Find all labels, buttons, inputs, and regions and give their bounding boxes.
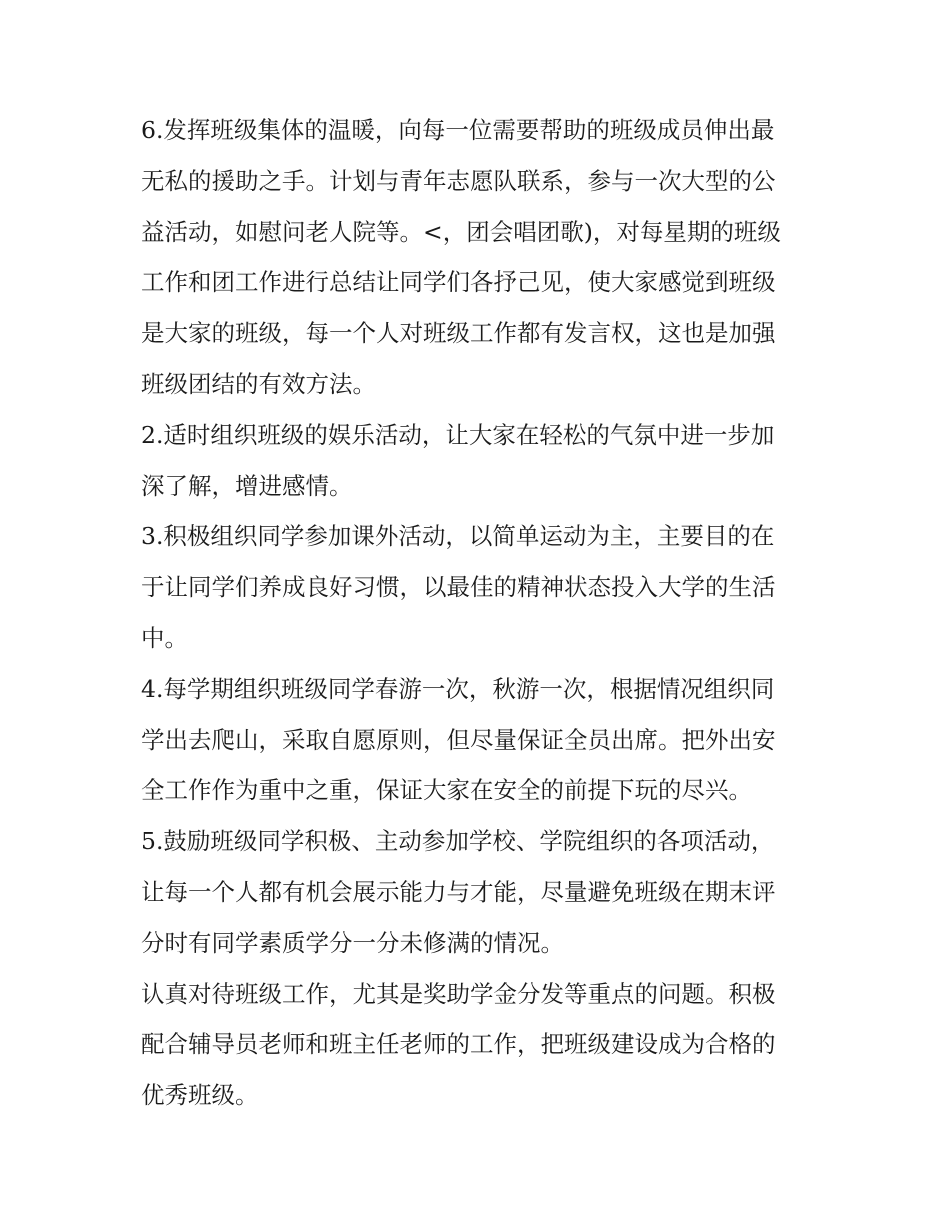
- paragraph-item-4: 4.每学期组织班级同学春游一次，秋游一次，根据情况组织同 学出去爬山，采取自愿原则，但尽量保证全员出席。把外出安 全工作作为重中之重，保证大家在安全的前提下玩的尽兴。: [141, 674, 776, 805]
- document-body: [141, 105, 821, 1121]
- paragraph-item-6: 6.发挥班级集体的温暖，向每一位需要帮助的班级成员伸出最 无私的援助之手。计划与青年志愿队联系，参与一次大型的公 益活动，如慰问老人院等。<，团会唱团歌)，对每星期的班级 工作和团工作进行总结让同学们各抒己见，使大家感觉到班级 是大家的班级，每一个人对班级工作都有发言权，这也是加强 班级团结的有效方法。: [141, 116, 781, 398]
- paragraph-item-5: 5.鼓励班级同学积极、主动参加学校、学院组织的各项活动， 让每一个人都有机会展示能力与才能，尽量避免班级在期末评 分时有同学素质学分一分未修满的情况。: [141, 827, 776, 957]
- paragraph-conclusion: 认真对待班级工作，尤其是奖助学金分发等重点的问题。积极 配合辅导员老师和班主任老师的工作，把班级建设成为合格的 优秀班级。: [141, 979, 776, 1110]
- paragraph-item-2: 2.适时组织班级的娱乐活动，让大家在轻松的气氛中进一步加 深了解，增进感情。: [141, 420, 775, 500]
- paragraph-item-3: 3.积极组织同学参加课外活动，以简单运动为主，主要目的在 于让同学们养成良好习惯，以最佳的精神状态投入大学的生活 中。: [141, 522, 776, 652]
